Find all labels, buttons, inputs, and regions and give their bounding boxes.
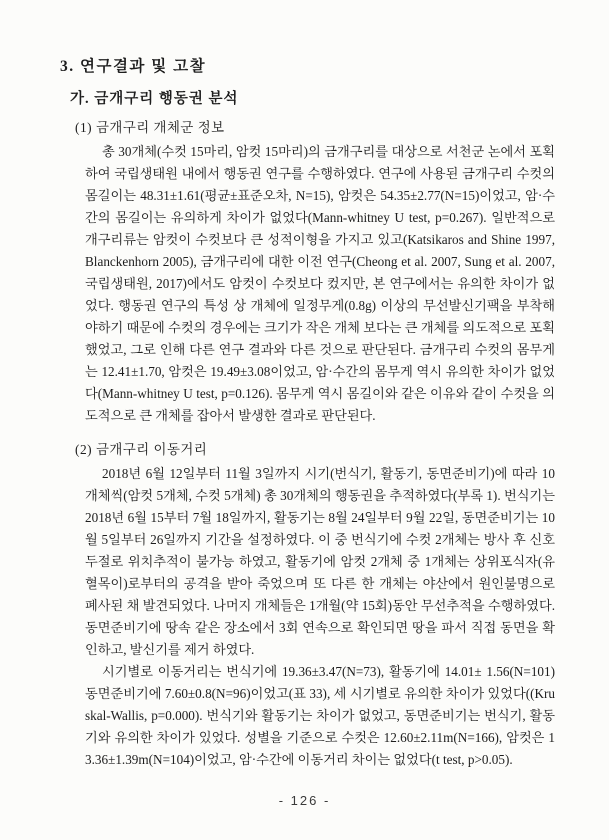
- chapter-title: 3. 연구결과 및 고찰: [60, 58, 207, 75]
- subsection-movement-distance: [58, 439, 555, 771]
- subsection-2-title: (2) 금개구리 이동거리: [75, 442, 208, 457]
- page-number: - 126 -: [278, 793, 331, 808]
- subsection-2-paragraph-2: 시기별로 이동거리는 번식기에 19.36±3.47(N=73), 활동기에 14.01± 1.56(N=101) 동면준비기에 7.60±0.8(N=96)이었고(표 33), 세 시기별로 유의한 차이가 있었다((Kruskal-Wallis, p=0.000). 번식기와 활동기는 차이가 없었고, 동면준비기는 번식기, 활동기와 유의한 차이가 있었다. 성별을 기준으로 수컷은 12.60±2.11m(N=166), 암컷은 13.36±1.39m(N=104)이었고, 암·수간에 이동거리 차이는 없었다(t test, p>0.05).: [85, 664, 555, 767]
- block-spacer: [58, 427, 555, 439]
- subsection-1-paragraph: 총 30개체(수컷 15마리, 암컷 15마리)의 금개구리를 대상으로 서천군 논에서 포획하여 국립생태원 내에서 행동권 연구를 수행하였다. 연구에 사용된 금개구리 수컷의 몸길이는 48.31±1.61(평균±표준오차, N=15), 암컷은 54.35±2.77(N=15)이었고, 암·수간의 몸길이는 유의하게 차이가 없었다(Mann-whitney U test, p=0.267). 일반적으로 개구리류는 암컷이 수컷보다 큰 성적이형을 가지고 있고(Katsikaros and Shine 1997, Blanckenhorn 2005), 금개구리에 대한 이전 연구(Cheong et al. 2007, Sung et al. 2007, 국립생태원, 2017)에서도 암컷이 수컷보다 컸지만, 본 연구에서는 유의한 차이가 없었다. 행동권 연구의 특성 상 개체에 일정무게(0.8g) 이상의 무선발신기팩을 부착해야하기 때문에 수컷의 경우에는 크기가 작은 개체 보다는 큰 개체를 의도적으로 포획했었고, 그로 인해 다른 연구 결과와 다른 것으로 판단된다. 금개구리 수컷의 몸무게는 12.41±1.70, 암컷은 19.49±3.08이었고, 암·수간의 몸무게 역시 유의한 차이가 없었다(Mann-whitney U test, p=0.126). 몸무게 역시 몸길이와 같은 이유와 같이 수컷을 의도적으로 큰 개체를 잡아서 발생한 결과로 판단된다.: [85, 144, 555, 423]
- subsection-2-paragraph-1: 2018년 6월 12일부터 11월 3일까지 시기(번식기, 활동기, 동면준비기)에 따라 10개체씩(암컷 5개체, 수컷 5개체) 총 30개체의 행동권을 추적하였다(부록 1). 번식기는 2018년 6월 15부터 7월 18일까지, 활동기는 8월 24일부터 9월 22일, 동면준비기는 10월 5일부터 26일까지 기간을 설정하였다. 이 중 번식기에 수컷 2개체는 방사 후 신호두절로 위치추적이 불가능 하였고, 활동기에 암컷 2개체 중 1개체는 상위포식자(유혈목이)로부터의 공격을 받아 죽었으며 또 다른 한 개체는 야산에서 원인불명으로 폐사된 채 발견되었다. 나머지 개체들은 1개월(약 15회)동안 무선추적을 수행하였다. 동면준비기에 땅속 같은 장소에서 3회 연속으로 확인되면 땅을 파서 직접 동면을 확인하고, 발신기를 제거 하였다.: [85, 466, 555, 657]
- section-title: 가. 금개구리 행동권 분석: [70, 91, 239, 107]
- subsection-population-info: [58, 117, 555, 427]
- subsection-1-title: (1) 금개구리 개체군 정보: [75, 120, 225, 135]
